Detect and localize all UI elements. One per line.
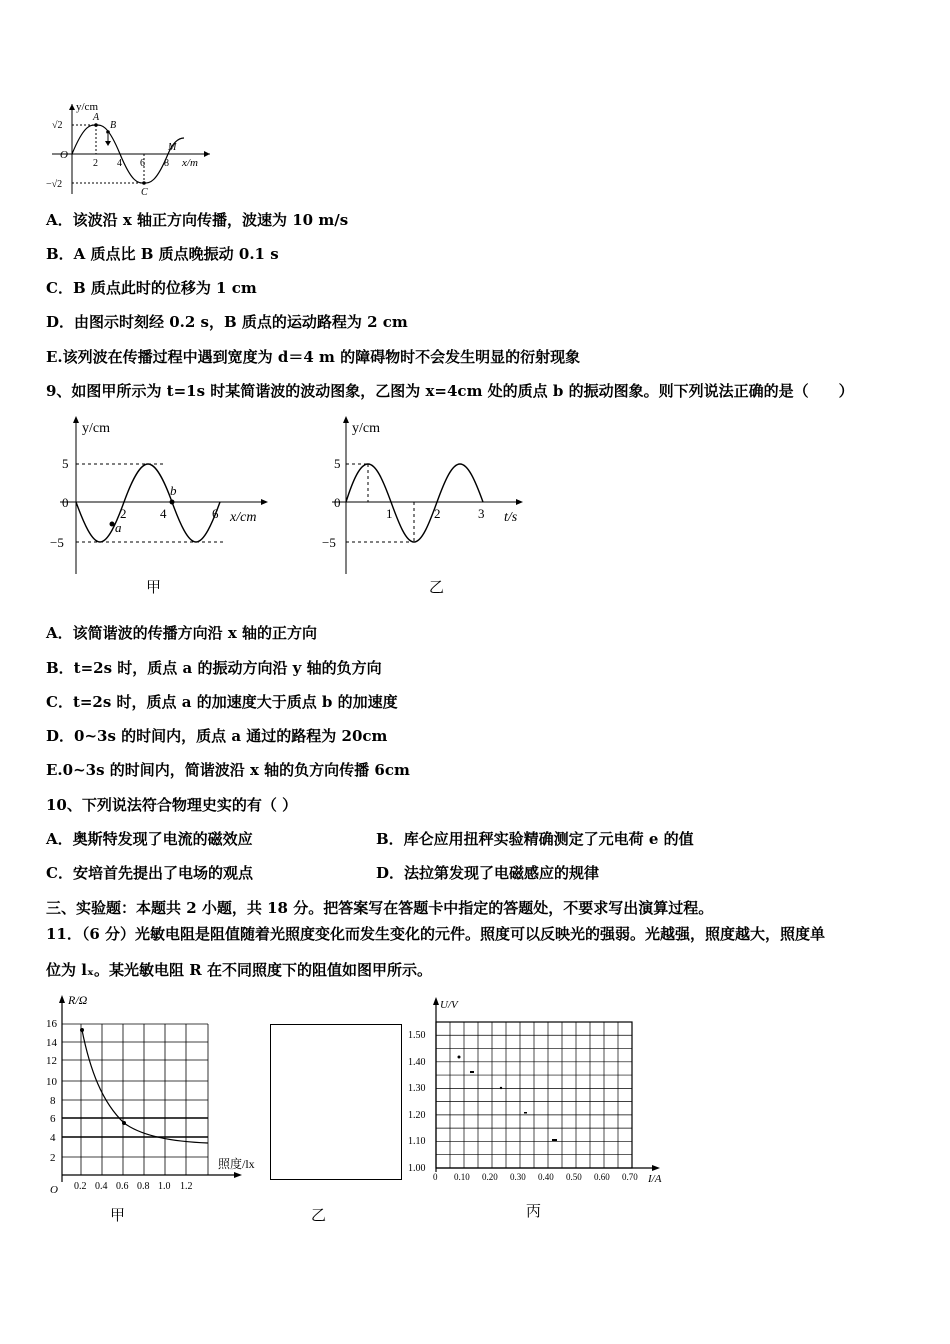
q11-bing-x-060: 0.60: [594, 1172, 610, 1182]
q11-bing-y-axis: U/V: [440, 999, 458, 1011]
q11-line-1: 11．（6 分）光敏电阻是阻值随着光照度变化而发生变化的元件。照度可以反映光的强弱。光越强，照度越大，照度单: [46, 925, 826, 943]
q11-jia-y-2: 2: [50, 1152, 56, 1164]
q9-vibration-graph-yi: [320, 412, 535, 577]
q11-jia-y-6: 6: [50, 1113, 56, 1125]
q10-stem: 10、下列说法符合物理史实的有（ ）: [46, 796, 298, 814]
q11-jia-x-12: 1.2: [180, 1181, 193, 1192]
q11-resistance-graph-jia: [40, 990, 270, 1200]
q9-option-a: A．该简谐波的传播方向沿 x 轴的正方向: [46, 624, 318, 642]
q9-jia-x-axis: x/cm: [230, 510, 257, 525]
q11-caption-yi: 乙: [311, 1206, 327, 1224]
q8-y-axis-label: y/cm: [76, 101, 98, 113]
q11-jia-y-12: 12: [46, 1055, 57, 1067]
q11-bing-x-070: 0.70: [622, 1172, 638, 1182]
q10-option-c: C．安培首先提出了电场的观点: [46, 864, 253, 882]
q9-yi-x-3: 3: [478, 506, 485, 521]
q11-jia-x-10: 1.0: [158, 1181, 171, 1192]
q8-option-b: B．A 质点比 B 质点晚振动 0.1 s: [46, 245, 279, 263]
q8-tick-6: 6: [140, 158, 145, 169]
q11-jia-x-08: 0.8: [137, 1181, 150, 1192]
q11-jia-y-8: 8: [50, 1095, 56, 1107]
q11-bing-y-120: 1.20: [408, 1110, 426, 1121]
q8-point-c: C: [141, 187, 148, 198]
q9-jia-point-a: a: [115, 520, 122, 535]
q11-line-2: 位为 lₓ。某光敏电阻 R 在不同照度下的阻值如图甲所示。: [46, 961, 432, 979]
q8-neg-sqrt2-label: −√2: [46, 179, 63, 190]
q9-jia-x-6: 6: [212, 506, 219, 521]
q11-circuit-box-yi: [270, 1024, 402, 1180]
q8-point-a: A: [93, 112, 100, 123]
q11-bing-y-100: 1.00: [408, 1163, 426, 1174]
q9-option-c: C．t=2s 时，质点 a 的加速度大于质点 b 的加速度: [46, 693, 398, 711]
q11-bing-y-130: 1.30: [408, 1083, 426, 1094]
q10-option-b: B．库仑应用扭秤实验精确测定了元电荷 e 的值: [376, 830, 694, 848]
q11-jia-x-04: 0.4: [95, 1181, 108, 1192]
q11-jia-y-16: 16: [46, 1018, 57, 1030]
q9-yi-y-5: 5: [334, 456, 341, 471]
q9-jia-y-axis: y/cm: [82, 421, 110, 436]
section-3-heading: 三、实验题：本题共 2 小题，共 18 分。把答案写在答题卡中指定的答题处，不要求写出演算过程。: [46, 899, 714, 917]
q9-yi-x-2: 2: [434, 506, 441, 521]
q8-tick-4: 4: [117, 158, 122, 169]
q11-bing-x-020: 0.20: [482, 1172, 498, 1182]
q10-option-d: D．法拉第发现了电磁感应的规律: [376, 864, 600, 882]
q11-jia-origin: O: [50, 1184, 58, 1196]
q9-yi-y-0: 0: [334, 495, 341, 510]
q9-jia-point-b: b: [170, 483, 177, 498]
q9-jia-x-2: 2: [120, 506, 127, 521]
q11-bing-x-axis: I/A: [648, 1173, 662, 1185]
q8-wave-graph: [44, 98, 214, 198]
q11-jia-y-10: 10: [46, 1076, 57, 1088]
q11-jia-y-14: 14: [46, 1037, 57, 1049]
q8-option-d: D．由图示时刻经 0.2 s，B 质点的运动路程为 2 cm: [46, 313, 408, 331]
q11-bing-y-110: 1.10: [408, 1136, 426, 1147]
q9-option-b: B．t=2s 时，质点 a 的振动方向沿 y 轴的负方向: [46, 659, 382, 677]
q9-yi-y-neg5: −5: [322, 535, 336, 550]
q9-jia-y-5: 5: [62, 456, 69, 471]
q11-jia-x-06: 0.6: [116, 1181, 129, 1192]
q8-point-m: M: [168, 142, 177, 153]
q11-jia-x-02: 0.2: [74, 1181, 87, 1192]
q9-yi-y-axis: y/cm: [352, 421, 380, 436]
q11-bing-y-150: 1.50: [408, 1030, 426, 1041]
q9-jia-y-neg5: −5: [50, 535, 64, 550]
q11-bing-x-040: 0.40: [538, 1172, 554, 1182]
q8-point-b: B: [110, 120, 117, 131]
q9-yi-x-axis: t/s: [504, 510, 518, 525]
q9-caption-jia: 甲: [146, 578, 162, 596]
q11-uv-graph-bing: [404, 994, 669, 1194]
q8-sqrt2-label: √2: [52, 120, 63, 131]
q11-jia-x-axis: 照度/lx: [218, 1157, 255, 1171]
q9-option-d: D．0~3s 的时间内，质点 a 通过的路程为 20cm: [46, 727, 388, 745]
q11-caption-bing: 丙: [526, 1202, 542, 1220]
q8-tick-8: 8: [164, 158, 169, 169]
q11-bing-x-010: 0.10: [454, 1172, 470, 1182]
q9-caption-yi: 乙: [429, 578, 445, 596]
q11-jia-y-4: 4: [50, 1132, 56, 1144]
q11-jia-y-axis: R/Ω: [68, 993, 88, 1007]
q9-wave-graph-jia: [40, 412, 280, 577]
q11-bing-y-140: 1.40: [408, 1057, 426, 1068]
q8-tick-2: 2: [93, 158, 98, 169]
q9-yi-x-1: 1: [386, 506, 393, 521]
q10-option-a: A．奥斯特发现了电流的磁效应: [46, 830, 253, 848]
q11-bing-x-050: 0.50: [566, 1172, 582, 1182]
q11-bing-x-0: 0: [433, 1172, 438, 1182]
q8-option-a: A．该波沿 x 轴正方向传播，波速为 10 m/s: [46, 211, 349, 229]
q8-option-c: C．B 质点此时的位移为 1 cm: [46, 279, 257, 297]
q9-stem: 9、如图甲所示为 t=1s 时某简谐波的波动图象，乙图为 x=4cm 处的质点 b 的振动图象。则下列说法正确的是（ ）: [46, 382, 854, 400]
q8-option-e: E.该列波在传播过程中遇到宽度为 d＝4 m 的障碍物时不会发生明显的衍射现象: [46, 348, 581, 366]
q11-caption-jia: 甲: [110, 1206, 126, 1224]
q9-option-e: E.0~3s 的时间内，简谐波沿 x 轴的负方向传播 6cm: [46, 761, 410, 779]
q8-origin: O: [60, 149, 68, 161]
q9-jia-x-4: 4: [160, 506, 167, 521]
q11-bing-x-030: 0.30: [510, 1172, 526, 1182]
q9-jia-y-0: 0: [62, 495, 69, 510]
q8-x-axis-label: x/m: [182, 157, 198, 169]
